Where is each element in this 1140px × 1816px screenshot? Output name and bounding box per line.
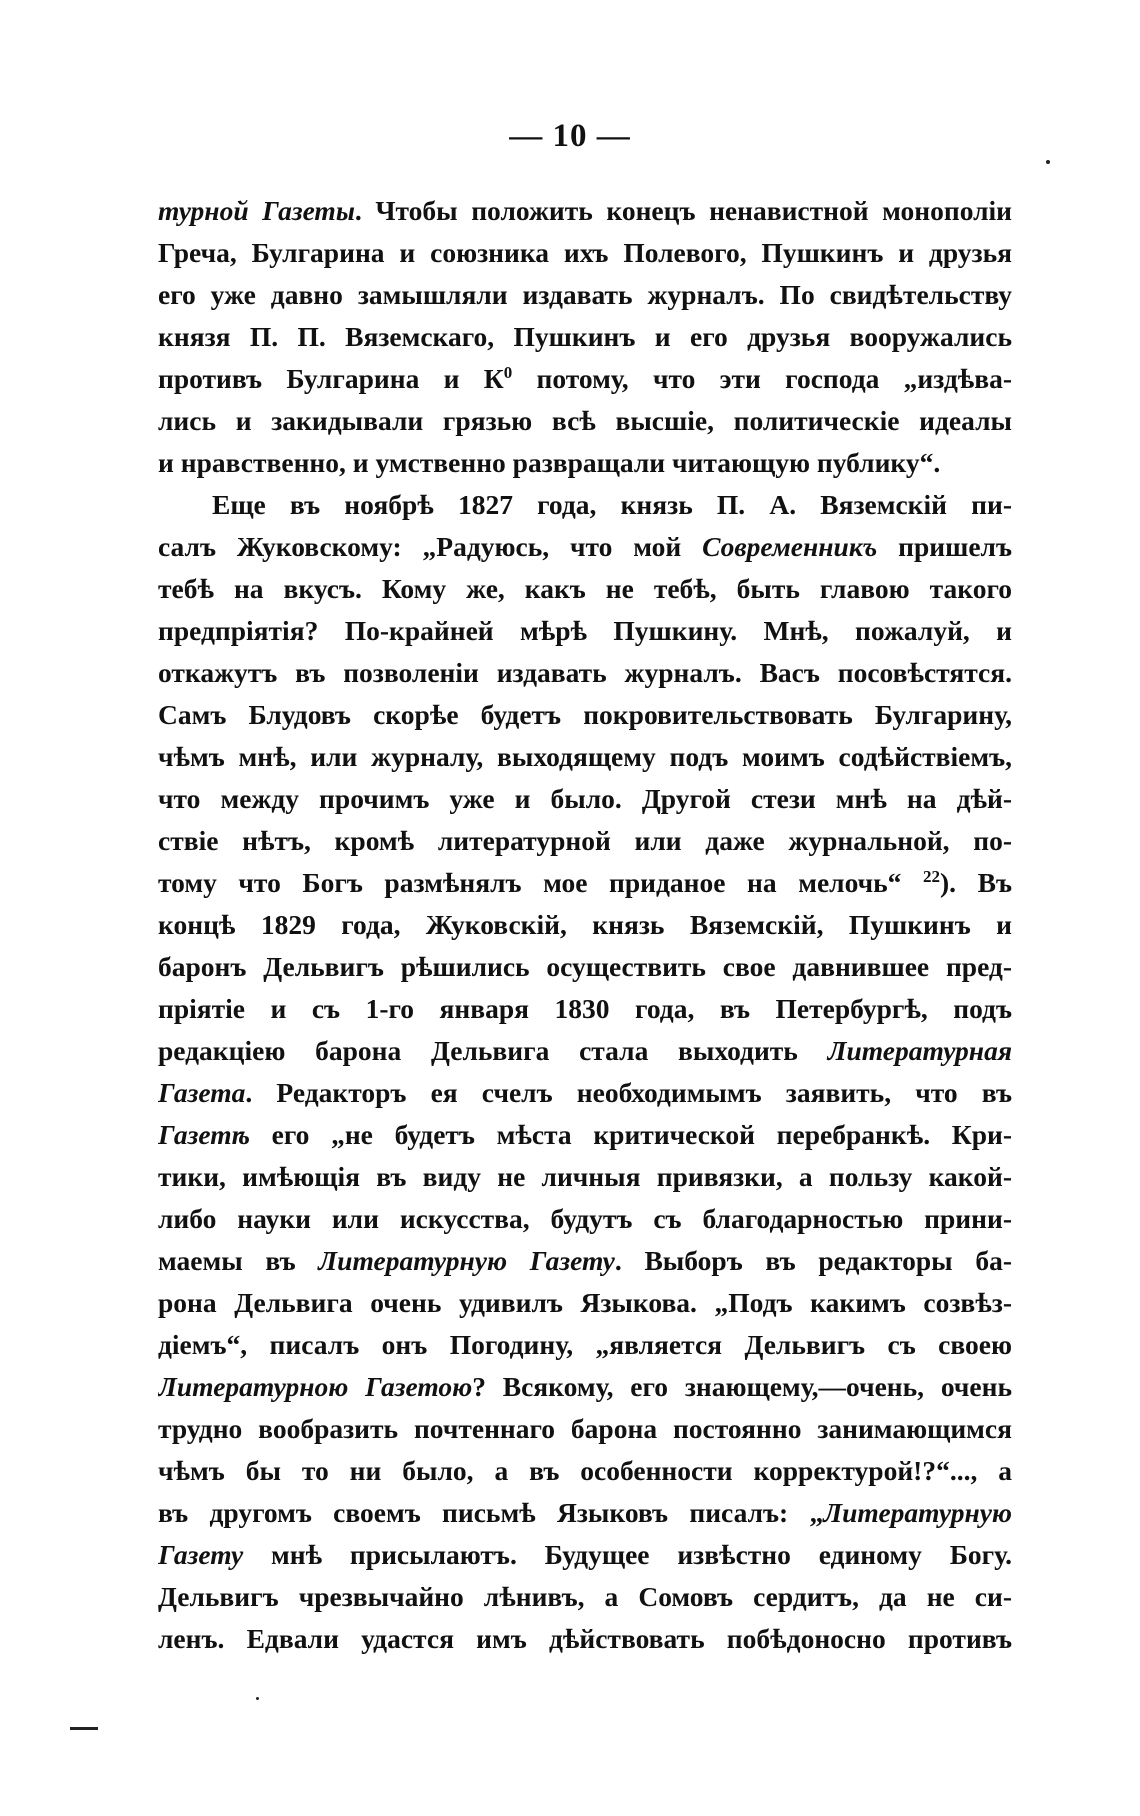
text-line (158, 736, 1012, 778)
text-line (158, 232, 1012, 274)
text-segment: потому, что эти господа „издѣва- (512, 363, 1012, 394)
text-segment: лись и закидывали грязью всѣ высшіе, политическіе идеалы (158, 405, 1012, 436)
text-segment: . Чтобы положить конецъ ненавистной монополіи (354, 195, 1012, 226)
text-line (158, 1324, 1012, 1366)
text-line (158, 1408, 1012, 1450)
text-line (158, 946, 1012, 988)
text-segment: Самъ Блудовъ скорѣе будетъ покровительствовать Булгарину, (158, 699, 1012, 730)
text-line (158, 1114, 1012, 1156)
text-segment: ствіе нѣтъ, кромѣ литературной или даже журнальной, по- (158, 825, 1012, 856)
paragraph (158, 484, 1012, 1660)
text-line (158, 568, 1012, 610)
italic-text: Газетѣ (158, 1119, 250, 1150)
text-line (158, 820, 1012, 862)
text-segment: тики, имѣющія въ виду не личныя привязки, а пользу какой- (158, 1161, 1012, 1192)
text-segment: въ другомъ своемъ письмѣ Языковъ писалъ: „ (158, 1497, 824, 1528)
paragraph (158, 190, 1012, 484)
text-line (158, 1282, 1012, 1324)
text-line (158, 316, 1012, 358)
text-segment: ? Всякому, его знающему,—очень, очень (472, 1371, 1012, 1402)
text-line (158, 358, 1012, 400)
text-line (158, 442, 1012, 484)
text-segment: мнѣ присылаютъ. Будущее извѣстно единому Богу. (243, 1539, 1012, 1570)
text-line (158, 1618, 1012, 1660)
text-segment: редакціею барона Дельвига стала выходить (158, 1035, 828, 1066)
text-segment: противъ Булгарина и К (158, 363, 504, 394)
scan-speck-right (1046, 160, 1050, 164)
text-line (158, 1030, 1012, 1072)
text-segment: баронъ Дельвигъ рѣшились осуществить свое давнившее пред- (158, 951, 1012, 982)
text-segment: . Выборъ въ редакторы ба- (614, 1245, 1012, 1276)
text-segment: тебѣ на вкусъ. Кому же, какъ не тебѣ, быть главою такого (158, 573, 1012, 604)
text-line (158, 778, 1012, 820)
text-line (158, 1366, 1012, 1408)
body-text (158, 190, 1012, 1660)
text-segment: трудно вообразить почтеннаго барона постоянно занимающимся (158, 1413, 1012, 1444)
text-line (158, 1072, 1012, 1114)
text-line (158, 1576, 1012, 1618)
text-segment: концѣ 1829 года, Жуковскій, князь Вяземскій, Пушкинъ и (158, 909, 1012, 940)
footnote-marker: 0 (503, 362, 513, 382)
text-segment: рона Дельвига очень удивилъ Языкова. „Подъ какимъ созвѣз- (158, 1287, 1012, 1318)
italic-text: Литературную Газету (318, 1245, 615, 1276)
text-line (158, 694, 1012, 736)
italic-text: Газету (158, 1539, 244, 1570)
text-line (158, 274, 1012, 316)
text-line (158, 1240, 1012, 1282)
scan-dash-bottom-left (70, 1727, 98, 1730)
text-segment: Греча, Булгарина и союзника ихъ Полевого, Пушкинъ и друзья (158, 237, 1012, 268)
text-segment: что между прочимъ уже и было. Другой стези мнѣ на дѣй- (158, 783, 1012, 814)
text-segment: Еще въ ноябрѣ 1827 года, князь П. А. Вяземскій пи- (212, 489, 1012, 520)
text-line (158, 526, 1012, 568)
italic-text: Литературную (823, 1497, 1012, 1528)
page-number: — 10 — (509, 118, 631, 154)
text-segment: маемы въ (158, 1245, 319, 1276)
footnote-marker: 22 (923, 866, 941, 886)
text-segment: пришелъ (877, 531, 1012, 562)
text-segment: чѣмъ бы то ни было, а въ особенности корректурой!?“..., а (158, 1455, 1012, 1486)
text-line (158, 190, 1012, 232)
italic-text: Газета (158, 1077, 246, 1108)
text-line (158, 988, 1012, 1030)
text-line (158, 1534, 1012, 1576)
text-segment: пріятіе и съ 1-го января 1830 года, въ Петербургѣ, подъ (158, 993, 1012, 1024)
text-segment: и нравственно, и умственно развращали читающую публику“. (158, 447, 941, 478)
text-segment: князя П. П. Вяземскаго, Пушкинъ и его друзья вооружались (158, 321, 1012, 352)
text-segment: салъ Жуковскому: „Радуюсь, что мой (158, 531, 703, 562)
text-line (158, 862, 1012, 904)
text-segment: предпріятія? По-крайней мѣрѣ Пушкину. Мнѣ, пожалуй, и (158, 615, 1012, 646)
text-segment: тому что Богъ размѣнялъ мое приданое на мелочь“ (158, 867, 924, 898)
text-line (158, 652, 1012, 694)
text-segment: . Редакторъ ея счелъ необходимымъ заявить, что въ (245, 1077, 1012, 1108)
text-segment: ). Въ (940, 867, 1012, 898)
text-line (158, 1156, 1012, 1198)
text-line (158, 1450, 1012, 1492)
text-line (158, 1492, 1012, 1534)
text-line (158, 1198, 1012, 1240)
text-line (158, 400, 1012, 442)
text-segment: либо науки или искусства, будутъ съ благодарностью прини- (158, 1203, 1012, 1234)
italic-text: Современникъ (702, 531, 878, 562)
italic-text: турной Газеты (158, 195, 355, 226)
text-line (158, 484, 1012, 526)
text-segment: его уже давно замышляли издавать журналъ. По свидѣтельству (158, 279, 1012, 310)
italic-text: Литературною Газетою (158, 1371, 473, 1402)
text-line (158, 610, 1012, 652)
scan-speck-bottom (256, 1697, 259, 1700)
text-segment: Дельвигъ чрезвычайно лѣнивъ, а Сомовъ сердитъ, да не си- (158, 1581, 1012, 1612)
text-line (158, 904, 1012, 946)
text-segment: чѣмъ мнѣ, или журналу, выходящему подъ моимъ содѣйствіемъ, (158, 741, 1012, 772)
text-segment: ленъ. Едвали удастся имъ дѣйствовать побѣдоносно противъ (158, 1623, 1012, 1654)
text-segment: діемъ“, писалъ онъ Погодину, „является Дельвигъ съ своею (158, 1329, 1012, 1360)
text-segment: откажутъ въ позволеніи издавать журналъ. Васъ посовѣстятся. (158, 657, 1012, 688)
italic-text: Литературная (827, 1035, 1012, 1066)
text-segment: его „не будетъ мѣста критической перебранкѣ. Кри- (249, 1119, 1012, 1150)
